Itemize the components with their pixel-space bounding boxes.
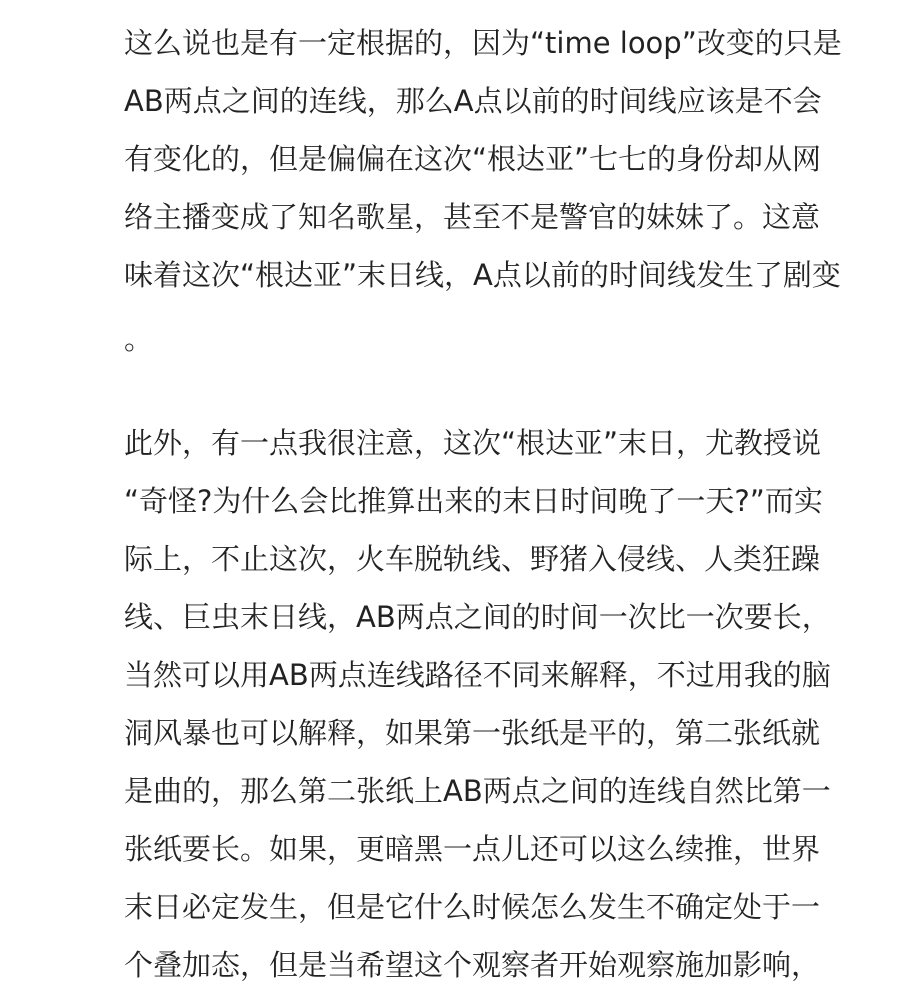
text-line: 线、巨虫末日线，AB两点之间的时间一次比一次要长， bbox=[124, 600, 831, 634]
text-line: 当然可以用AB两点连线路径不同来解释，不过用我的脑 bbox=[124, 658, 831, 692]
article-body bbox=[124, 14, 884, 994]
text-line: AB两点之间的连线，那么A点以前的时间线应该是不会 bbox=[124, 84, 822, 118]
text-line: 末日必定发生，但是它什么时候怎么发生不确定处于一 bbox=[124, 890, 821, 924]
text-line: 味着这次“根达亚”末日线，A点以前的时间线发生了剧变 bbox=[124, 258, 841, 292]
paragraph-spacer bbox=[124, 368, 884, 414]
text-line: 这么说也是有一定根据的，因为“time loop”改变的只是 bbox=[124, 26, 842, 60]
text-line: 有变化的，但是偏偏在这次“根达亚”七七的身份却从网 bbox=[124, 142, 822, 176]
text-line: 个叠加态，但是当希望这个观察者开始观察施加影响， bbox=[124, 948, 821, 982]
text-line: 此外，有一点我很注意，这次“根达亚”末日，尤教授说 bbox=[124, 426, 822, 460]
text-line: 是曲的，那么第二张纸上AB两点之间的连线自然比第一 bbox=[124, 774, 831, 808]
text-line: 张纸要长。如果，更暗黑一点儿还可以这么续推，世界 bbox=[124, 832, 821, 866]
text-line: 际上，不止这次，火车脱轨线、野猪入侵线、人类狂躁 bbox=[124, 542, 821, 576]
paragraph-2 bbox=[124, 414, 884, 994]
text-line: 。 bbox=[124, 322, 154, 356]
text-line: 洞风暴也可以解释，如果第一张纸是平的，第二张纸就 bbox=[124, 716, 821, 750]
paragraph-1 bbox=[124, 14, 884, 368]
text-line: 络主播变成了知名歌星，甚至不是警官的妹妹了。这意 bbox=[124, 200, 821, 234]
text-line: “奇怪?为什么会比推算出来的末日时间晚了一天?”而实 bbox=[124, 484, 823, 518]
